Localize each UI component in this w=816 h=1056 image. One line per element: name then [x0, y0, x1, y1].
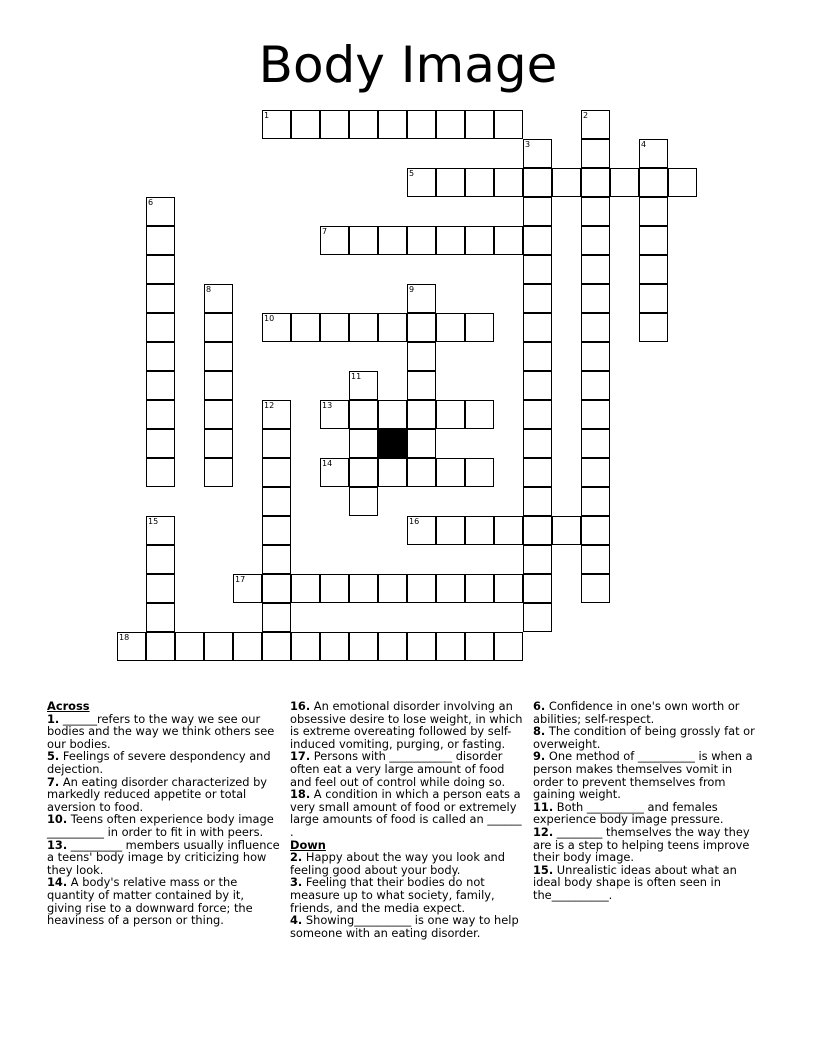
grid-cell[interactable]	[465, 458, 494, 487]
clue-number-17: 17	[235, 575, 246, 584]
grid-cell[interactable]	[639, 197, 668, 226]
grid-cell[interactable]	[262, 487, 291, 516]
grid-cell[interactable]	[436, 110, 465, 139]
grid-cell[interactable]	[581, 226, 610, 255]
clues-column-3	[533, 700, 761, 902]
grid-cell[interactable]	[378, 110, 407, 139]
grid-cell[interactable]	[581, 429, 610, 458]
grid-cell[interactable]	[349, 400, 378, 429]
grid-cell[interactable]	[204, 429, 233, 458]
grid-cell[interactable]	[581, 255, 610, 284]
grid-cell[interactable]	[523, 545, 552, 574]
grid-cell[interactable]	[378, 458, 407, 487]
grid-cell[interactable]	[523, 255, 552, 284]
grid-cell[interactable]	[291, 632, 320, 661]
grid-cell[interactable]	[639, 168, 668, 197]
clue-number-6: 6	[148, 198, 154, 207]
grid-cell[interactable]	[320, 313, 349, 342]
grid-cell[interactable]	[407, 342, 436, 371]
grid-cell[interactable]	[291, 574, 320, 603]
grid-cell[interactable]	[436, 168, 465, 197]
clue-number-10: 10	[264, 314, 275, 323]
grid-cell[interactable]	[146, 400, 175, 429]
grid-cell[interactable]	[552, 516, 581, 545]
grid-cell[interactable]	[262, 632, 291, 661]
grid-cell[interactable]	[320, 110, 349, 139]
grid-cell[interactable]	[523, 371, 552, 400]
grid-cell[interactable]	[494, 516, 523, 545]
grid-cell[interactable]	[378, 313, 407, 342]
grid-cell[interactable]	[465, 110, 494, 139]
grid-cell[interactable]	[436, 632, 465, 661]
grid-cell[interactable]	[407, 458, 436, 487]
clue-down-15: 15. Unrealistic ideas about what an ideal body shape is often seen in the__________.	[533, 862, 737, 902]
grid-cell[interactable]	[465, 632, 494, 661]
grid-cell[interactable]	[407, 632, 436, 661]
grid-cell[interactable]	[291, 313, 320, 342]
grid-cell[interactable]	[494, 110, 523, 139]
grid-cell[interactable]	[494, 226, 523, 255]
grid-cell[interactable]	[523, 168, 552, 197]
clue-across-16: 16. An emotional disorder involving an obsessive desire to lose weight, in which is extreme overeating followed by self-induced vomiting, purging, or fasting.	[290, 699, 523, 751]
grid-cell[interactable]	[465, 168, 494, 197]
grid-cell[interactable]	[494, 574, 523, 603]
grid-cell[interactable]	[523, 429, 552, 458]
grid-cell[interactable]	[523, 574, 552, 603]
grid-cell[interactable]	[581, 516, 610, 545]
grid-cell[interactable]	[465, 516, 494, 545]
grid-cell[interactable]	[146, 574, 175, 603]
grid-cell[interactable]	[204, 371, 233, 400]
grid-cell[interactable]	[523, 226, 552, 255]
clue-number-18: 18	[119, 633, 130, 642]
grid-cell[interactable]	[465, 226, 494, 255]
clue-across-5: 5. Feelings of severe despondency and dejection.	[47, 749, 271, 776]
grid-cell[interactable]	[639, 255, 668, 284]
grid-cell[interactable]	[581, 545, 610, 574]
grid-cell[interactable]	[146, 632, 175, 661]
grid-cell[interactable]	[581, 139, 610, 168]
clue-down-6: 6. Confidence in one's own worth or abilities; self-respect.	[533, 699, 740, 726]
grid-cell[interactable]	[581, 197, 610, 226]
grid-cell[interactable]	[262, 516, 291, 545]
clue-number-3: 3	[525, 140, 531, 149]
grid-cell[interactable]	[378, 632, 407, 661]
grid-cell[interactable]	[349, 632, 378, 661]
clue-down-4: 4. Showing__________ is one way to help someone with an eating disorder.	[290, 913, 519, 940]
grid-cell-black	[378, 429, 407, 458]
grid-cell[interactable]	[523, 516, 552, 545]
grid-cell[interactable]	[175, 632, 204, 661]
grid-cell[interactable]	[581, 313, 610, 342]
clue-number-7: 7	[322, 227, 328, 236]
grid-cell[interactable]	[146, 371, 175, 400]
clue-number-5: 5	[409, 169, 415, 178]
clue-number-15: 15	[148, 517, 159, 526]
clue-number-4: 4	[641, 140, 647, 149]
grid-cell[interactable]	[407, 371, 436, 400]
clue-down-2: 2. Happy about the way you look and feeling good about your body.	[290, 850, 506, 877]
clue-number-13: 13	[322, 401, 333, 410]
grid-cell[interactable]	[233, 632, 262, 661]
grid-cell[interactable]	[581, 574, 610, 603]
grid-cell[interactable]	[639, 313, 668, 342]
grid-cell[interactable]	[523, 197, 552, 226]
grid-cell[interactable]	[146, 429, 175, 458]
page-title: Body Image	[258, 36, 558, 94]
grid-cell[interactable]	[407, 226, 436, 255]
grid-cell[interactable]	[523, 342, 552, 371]
grid-cell[interactable]	[378, 400, 407, 429]
clue-down-8: 8. The condition of being grossly fat or overweight.	[533, 724, 755, 751]
grid-cell[interactable]	[146, 284, 175, 313]
grid-cell[interactable]	[349, 226, 378, 255]
grid-cell[interactable]	[436, 313, 465, 342]
grid-cell[interactable]	[378, 226, 407, 255]
grid-cell[interactable]	[262, 458, 291, 487]
grid-cell[interactable]	[581, 371, 610, 400]
grid-cell[interactable]	[204, 400, 233, 429]
grid-cell[interactable]	[204, 632, 233, 661]
down-heading: Down	[290, 837, 326, 852]
grid-cell[interactable]	[494, 632, 523, 661]
grid-cell[interactable]	[146, 458, 175, 487]
grid-cell[interactable]	[349, 458, 378, 487]
grid-cell[interactable]	[320, 632, 349, 661]
grid-cell[interactable]	[146, 342, 175, 371]
clue-across-14: 14. A body's relative mass or the quantity of matter contained by it, giving rise to a downward force; the heaviness of a person or thing.	[47, 875, 253, 928]
grid-cell[interactable]	[146, 255, 175, 284]
grid-cell[interactable]	[320, 574, 349, 603]
grid-cell[interactable]	[349, 574, 378, 603]
grid-cell[interactable]	[262, 574, 291, 603]
grid-cell[interactable]	[523, 313, 552, 342]
grid-cell[interactable]	[436, 458, 465, 487]
grid-cell[interactable]	[204, 342, 233, 371]
grid-cell[interactable]	[523, 400, 552, 429]
grid-cell[interactable]	[581, 284, 610, 313]
clue-number-12: 12	[264, 401, 275, 410]
clue-across-18: 18. A condition in which a person eats a very small amount of food or extremely large amounts of food is called an ______ .	[290, 787, 522, 839]
grid-cell[interactable]	[378, 574, 407, 603]
grid-cell[interactable]	[436, 574, 465, 603]
grid-cell[interactable]	[262, 603, 291, 632]
clue-across-1: 1. ______refers to the way we see our bodies and the way we think others see our bodies.	[47, 711, 275, 751]
clue-number-9: 9	[409, 285, 415, 294]
grid-cell[interactable]	[407, 429, 436, 458]
grid-cell[interactable]	[146, 226, 175, 255]
across-heading: Across	[47, 699, 90, 713]
grid-cell[interactable]	[349, 110, 378, 139]
grid-cell[interactable]	[407, 400, 436, 429]
clue-number-8: 8	[206, 285, 212, 294]
grid-cell[interactable]	[465, 400, 494, 429]
grid-cell[interactable]	[523, 284, 552, 313]
grid-cell[interactable]	[465, 574, 494, 603]
grid-cell[interactable]	[407, 313, 436, 342]
grid-cell[interactable]	[291, 110, 320, 139]
grid-cell[interactable]	[494, 168, 523, 197]
clue-across-7: 7. An eating disorder characterized by markedly reduced appetite or total aversion to food.	[47, 774, 268, 814]
grid-cell[interactable]	[581, 168, 610, 197]
grid-cell[interactable]	[639, 284, 668, 313]
grid-cell[interactable]	[146, 545, 175, 574]
clue-number-16: 16	[409, 517, 420, 526]
grid-cell[interactable]	[204, 313, 233, 342]
clue-across-13: 13. _________ members usually influence a teens' body image by criticizing how they look.	[47, 837, 280, 877]
grid-cell[interactable]	[610, 168, 639, 197]
grid-cell[interactable]	[204, 458, 233, 487]
grid-cell[interactable]	[581, 458, 610, 487]
grid-cell[interactable]	[581, 400, 610, 429]
clue-number-2: 2	[583, 111, 589, 120]
clues-column-2	[290, 700, 524, 939]
grid-cell[interactable]	[262, 545, 291, 574]
grid-cell[interactable]	[146, 603, 175, 632]
grid-cell[interactable]	[146, 313, 175, 342]
grid-cell[interactable]	[581, 487, 610, 516]
clue-down-3: 3. Feeling that their bodies do not measure up to what society, family, friends, and the media expect.	[290, 875, 495, 915]
clue-number-1: 1	[264, 111, 270, 120]
grid-cell[interactable]	[407, 110, 436, 139]
clue-across-17: 17. Persons with ___________ disorder often eat a very large amount of food and feel out of control while doing so.	[290, 749, 506, 789]
clue-number-11: 11	[351, 372, 362, 381]
grid-cell[interactable]	[523, 487, 552, 516]
grid-cell[interactable]	[349, 487, 378, 516]
clue-across-10: 10. Teens often experience body image __________ in order to fit in with peers.	[47, 812, 274, 839]
grid-cell[interactable]	[436, 516, 465, 545]
clue-down-9: 9. One method of __________ is when a person makes themselves vomit in order to prevent themselves from gaining weight.	[533, 749, 753, 802]
grid-cell[interactable]	[407, 574, 436, 603]
grid-cell[interactable]	[552, 168, 581, 197]
grid-cell[interactable]	[262, 429, 291, 458]
grid-cell[interactable]	[465, 313, 494, 342]
grid-cell[interactable]	[349, 429, 378, 458]
grid-cell[interactable]	[639, 226, 668, 255]
grid-cell[interactable]	[436, 226, 465, 255]
clue-down-11: 11. Both __________ and females experience body image pressure.	[533, 799, 724, 827]
grid-cell[interactable]	[668, 168, 697, 197]
grid-cell[interactable]	[523, 603, 552, 632]
grid-cell[interactable]	[523, 458, 552, 487]
clues-column-1	[47, 700, 280, 927]
clue-down-12: 12. ________ themselves the way they are is a step to helping teens improve their body image.	[533, 824, 750, 865]
grid-cell[interactable]	[436, 400, 465, 429]
clue-number-14: 14	[322, 459, 333, 468]
grid-cell[interactable]	[349, 313, 378, 342]
grid-cell[interactable]	[581, 342, 610, 371]
